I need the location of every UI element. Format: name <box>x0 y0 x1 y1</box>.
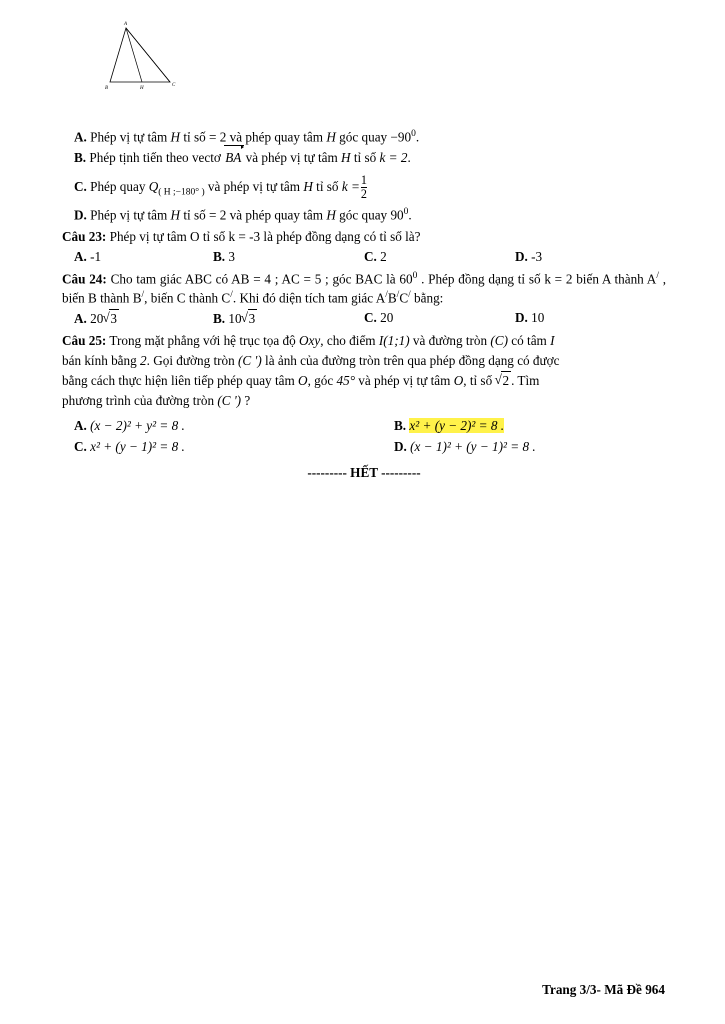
q25-stem-line1 <box>62 332 666 351</box>
q25-line3-a: bằng cách thực hiện liên tiếp phép quay tâm <box>62 373 299 389</box>
q24-option-c <box>364 309 515 329</box>
q23-option-c-value: 2 <box>380 249 387 265</box>
q24-stem-part8: bằng: <box>410 290 444 306</box>
q23-options <box>62 248 666 267</box>
q22-option-d <box>62 206 666 225</box>
q22-option-a-k: = 2 <box>209 129 227 145</box>
q23-option-d <box>515 248 666 267</box>
q25-option-a-label: A. <box>74 417 87 433</box>
q24-option-b-sqrt <box>242 309 258 329</box>
q24-option-d <box>515 309 666 329</box>
q22-option-c-k: k = <box>341 178 360 194</box>
q23-option-b <box>213 248 364 267</box>
q24-stem-part6: B <box>387 290 397 306</box>
q25-line1-center: I <box>550 332 555 348</box>
q22-option-c-text1: Phép quay <box>90 178 149 194</box>
q22-option-b-end: . <box>407 150 411 166</box>
q22-option-d-end: . <box>408 207 412 223</box>
q24-stem-sup: 0 <box>412 270 418 281</box>
q25-option-a <box>62 417 364 436</box>
q25-line4-a: phương trình của đường tròn <box>62 393 218 409</box>
q23-option-d-label: D. <box>515 249 528 265</box>
q24-option-a-radicand: 3 <box>109 309 119 329</box>
figure-label-b: B <box>105 86 109 91</box>
q22-option-c-text2: và phép vị tự tâm <box>204 178 304 194</box>
q25-line3-e: . Tìm <box>511 373 540 389</box>
q22-option-c-var-h: H <box>303 178 313 194</box>
q22-option-c-fraction <box>361 174 367 200</box>
q22-option-a-var-h: H <box>170 129 181 145</box>
q23-number: Câu 23: <box>62 229 107 245</box>
q22-option-c-text3: tỉ số <box>312 178 342 194</box>
q25-line4-b: ? <box>241 393 251 409</box>
q25-option-d-expr: (x − 1)² + (y − 1)² = 8 . <box>410 438 536 454</box>
q25-line1-d: có tâm <box>508 332 551 348</box>
q25-line1-a: Trong mặt phẳng với hệ trục tọa độ <box>109 332 300 348</box>
q24-option-d-label: D. <box>515 310 528 326</box>
q24-option-a-coef: 20 <box>90 311 104 327</box>
q25-line1-b: , cho điểm <box>320 332 379 348</box>
q24-number: Câu 24: <box>62 271 107 287</box>
q25-line2-a: bán kính bằng <box>62 352 141 368</box>
q22-option-c-q: Q <box>148 178 159 194</box>
q22-option-d-var-h: H <box>170 207 181 223</box>
q22-option-d-k: = 2 <box>209 207 227 223</box>
q22-option-d-text3: và phép quay tâm <box>226 207 327 223</box>
q24-option-b-coef: 10 <box>228 311 242 327</box>
q22-option-d-label: D. <box>74 207 87 223</box>
q25-line3-c: và phép vị tự tâm <box>354 373 454 389</box>
q22-option-a-text1: Phép vị tự tâm <box>90 129 171 145</box>
q25-line3-b: , góc <box>307 373 337 389</box>
q25-line1-oxy: Oxy <box>299 332 321 348</box>
triangle-diagram-svg <box>104 20 184 92</box>
q23-option-c-label: C. <box>364 249 377 265</box>
q22-option-d-text4: góc quay 90 <box>335 207 404 223</box>
q25-option-d <box>364 438 666 457</box>
q25-line4-circle: (C ') <box>217 393 242 409</box>
q23-option-b-label: B. <box>213 249 226 265</box>
q25-option-b-label: B. <box>394 417 407 433</box>
q22-option-b-var-h: H <box>341 150 351 166</box>
q23-option-a <box>62 248 213 267</box>
q22-option-b <box>62 149 666 168</box>
document-body <box>62 128 666 483</box>
q25-line3-origin: O <box>298 373 308 389</box>
q22-option-a-text3: và phép quay tâm <box>226 129 327 145</box>
q25-option-c-expr: x² + (y − 1)² = 8 . <box>90 438 185 454</box>
q22-option-a-angle: −90 <box>390 129 412 145</box>
q22-option-b-k: k = 2 <box>379 150 408 166</box>
q25-line3-angle: 45° <box>336 373 355 389</box>
q23-option-b-value: 3 <box>228 249 235 265</box>
q25-line1-circle: (C) <box>490 332 508 348</box>
q24-option-c-label: C. <box>364 310 377 326</box>
q25-option-a-expr: (x − 2)² + y² = 8 . <box>90 417 185 433</box>
triangle-diagram <box>104 20 184 92</box>
q24-option-a <box>62 309 213 329</box>
q24-option-a-label: A. <box>74 311 87 327</box>
q25-options-row1 <box>62 417 666 436</box>
q24-stem-part1: Cho tam giác ABC có AB = 4 ; AC = 5 ; góc BAC là 60 <box>110 271 413 287</box>
q23-stem <box>62 228 666 247</box>
q23-option-d-value: -3 <box>531 249 543 265</box>
q22-option-c-label: C. <box>74 178 87 194</box>
q22-option-d-text1: Phép vị tự tâm <box>90 207 171 223</box>
q23-option-a-value: -1 <box>90 249 102 265</box>
q22-option-b-label: B. <box>74 150 87 166</box>
q25-line3-sqrt <box>495 371 511 391</box>
q22-option-d-text2: tỉ số <box>180 207 210 223</box>
figure-label-a: A <box>124 22 128 27</box>
q25-line2-circle: (C ') <box>238 352 262 368</box>
q25-option-d-label: D. <box>394 438 407 454</box>
q24-option-a-sqrt <box>103 309 119 329</box>
q22-option-a-text2: tỉ số <box>180 129 210 145</box>
q25-option-b-expr: x² + (y − 2)² = 8 . <box>409 417 505 433</box>
q22-option-b-vector: BA <box>224 149 242 168</box>
q24-option-b-radicand: 3 <box>248 309 258 329</box>
q23-stem-text: Phép vị tự tâm O tỉ số k = -3 là phép đồng dạng có tỉ số là? <box>109 229 421 245</box>
end-marker: --------- HẾT --------- <box>307 465 421 481</box>
figure-label-c: C <box>172 83 176 88</box>
q24-options <box>62 309 666 329</box>
q22-option-c-frac-den: 2 <box>360 186 367 201</box>
q25-option-c-label: C. <box>74 438 87 454</box>
q24-option-c-coef: 20 <box>380 310 394 326</box>
q24-stem-part7: C <box>399 290 409 306</box>
q25-option-b <box>364 417 666 436</box>
page-footer: Trang 3/3- Mã Đề 964 <box>542 982 665 997</box>
q25-line2-b: . Gọi đường tròn <box>146 352 239 368</box>
q23-option-a-label: A. <box>74 249 87 265</box>
q25-line3-k: 2 <box>501 371 511 391</box>
q25-line2-r: 2 <box>140 352 147 368</box>
q22-option-d-var-h2: H <box>326 207 336 223</box>
q23-option-c <box>364 248 515 267</box>
q22-option-a-text4: góc quay <box>335 129 391 145</box>
q22-option-b-text2: và phép vị tự tâm <box>242 150 342 166</box>
q24-stem: Câu 24: Cho tam giác ABC có AB = 4 ; AC = 5 ; góc BAC là $60^0$ . Phép đồng dạng tỉ số k = 2 biến A thành A/ , biến B thành B/, biến C thành C/. Khi đó diện tích tam giác A/B/C/ bằng: <box>62 270 667 306</box>
q22-option-a-var-h2: H <box>326 129 336 145</box>
q25-options-row2 <box>62 438 666 457</box>
q24-stem-part3: , biến B thành B <box>62 271 667 306</box>
q22-option-b-text1: Phép tịnh tiến theo vectơ <box>89 150 225 166</box>
q25-line2-c: là ảnh của đường tròn trên qua phép đồng dạng có được <box>261 352 560 368</box>
q25-line1-c: và đường tròn <box>409 332 491 348</box>
q24-option-b <box>213 309 364 329</box>
q22-option-a-angle-sup: 0 <box>411 129 416 139</box>
q25-stem-line3 <box>62 371 666 391</box>
q25-stem-line2 <box>62 352 666 371</box>
q22-option-c <box>62 174 666 200</box>
q25-option-c <box>62 438 364 457</box>
q25-line3-d: , tỉ số <box>463 373 496 389</box>
q22-option-b-text3: tỉ số <box>350 150 380 166</box>
q22-option-d-angle-sup: 0 <box>403 207 409 218</box>
q24-option-b-label: B. <box>213 311 226 327</box>
q22-option-a <box>62 128 666 147</box>
q25-stem-line4 <box>62 392 666 411</box>
q25-line3-origin2: O <box>453 373 464 389</box>
q24-stem-part5: . Khi đó diện tích tam giác A <box>232 290 386 306</box>
q22-option-c-frac-num: 1 <box>360 172 367 187</box>
q22-option-a-end: . <box>415 129 420 145</box>
q24-option-d-coef: 10 <box>531 310 545 326</box>
q24-stem-part2: . Phép đồng dạng tỉ số k = 2 biến A thành A <box>417 271 657 287</box>
q22-option-c-q-sub: ( H ;−180° ) <box>158 187 205 198</box>
figure-label-h: H <box>140 86 144 91</box>
q24-stem-part4: , biến C thành C <box>144 290 231 306</box>
q22-option-a-label: A. <box>74 129 87 145</box>
q25-line1-point: I(1;1) <box>378 332 410 348</box>
q25-number: Câu 25: <box>62 332 107 348</box>
